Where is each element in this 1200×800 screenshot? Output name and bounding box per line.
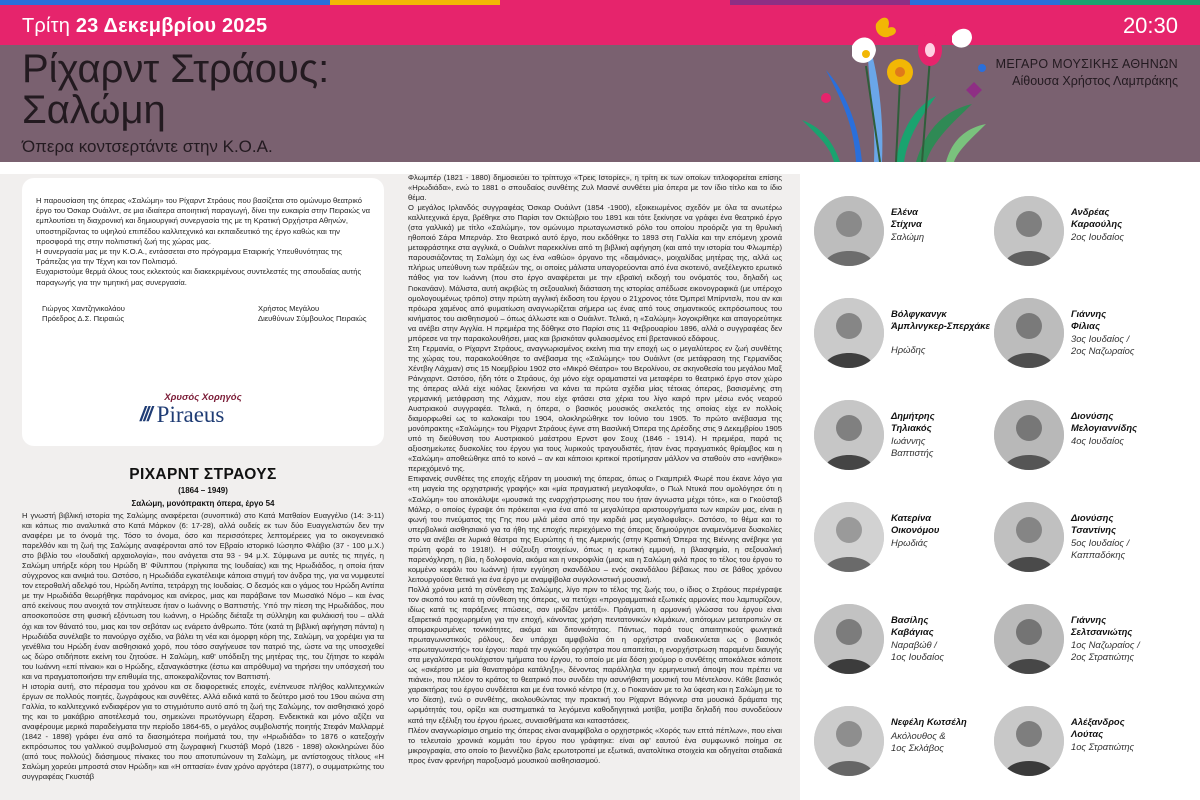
program-notes-left: Η γνωστή βιβλική ιστορία της Σαλώμης αναφέρεται (συνοπτικά) στο Κατά Ματθαίον Ευαγγέλιο (14: 3-11) και κάπως πιο αναλυτικά στο Κατά Μάρκον (6: 17-28), αλλά ουδείς εκ των δύο Ευαγγελιστών δεν την αναφέρει με το όνομά της. Τόσο το όνομα, όσο και περισσότερες λεπτομέρειες για το οικογενειακό παρελθόν και τη ζωή της Σαλώμης αναφέρονται από τον Εβραίο ιστορικό Ιώσηπο Φλάβιο (37 - 100 μ.Χ.) στο βιβλίο του «Ιουδαϊκή αρχαιολογία», που ανάγεται στα 93 - 94 μ.Χ. Σύμφωνα με αυτές τις πηγές, η Σαλώμη υπήρξε κόρη του Ηρώδη Β' Φίλιππου (πρίγκιπα της Ιουδαίας) και της Ηρωδιάδος, η οποία ήταν σύγχρονος και ανιψιά του. Ωστόσο, η Ηρωδιάδα εγκατέλειψε κάποια στιγμή τον άνδρα της, για να νυμφευτεί τον ετεροθαλή αδελφό του, Ηρώδη Αντίπα, τετράρχη της Ιουδαίας. Ο δεσμός και ο γάμος του Ηρώδη Αντίπα με την Ηρωδιάδα θεωρήθηκε παράνομος και ανίερος, μιας και παράβαινε τον Μωσαϊκό Νόμο – και ένας από εκείνους που ανοιχτά τον στηλίτευσε ήταν ο Ιωάννης ο Βαπτιστής. Υπό την πίεση της Ηρωδιάδος, που αποσκοπούσε στη φυσική εξόντωση του Ιωάννη, ο Ηρώδης διέταξε τη σύλληψη και φυλάκισή του – αλλά όχι και τον θάνατό του, μιας και τον σεβόταν ως ενάρετο άνθρωπο. Τότε (κατά τη βιβλική αφήγηση πάντα) η Ηρωδιάδα συνέλαβε το πανούργο σχέδιο, να βάλει τη νέα και όμορφη κόρη της, Σαλώμη, να χορέψει για τα γενέθλια του Ηρώδη έναν αισθησιακό χορό, που τόσο σαγήνευσε τον πατριό της, ώστε να της υποσχεθεί ως δώρο οτιδήποτε εκείνη του ζητούσε. Η Σαλώμη, καθ' υπόδειξη της μητέρας της, του ζήτησε το κεφάλι του Ιωάννη «επί πίνακι» και ο Ηρώδης, εξαναγκάστηκε (έστω και απρόθυμα) να τηρήσει την υπόσχεσή του και να πραγματοποιήσει την επιθυμία της, αποκεφαλίζοντας τον Βαπτιστή. Η ιστορία αυτή, στο πέρασμα του χρόνου και σε διαφορετικές εποχές, ενέπνευσε πλήθος καλλιτεχνικών έργων σε πολλούς ποιητές, ζωγράφους και συνθέτες. Αλλά ειδικά κατά το δεύτερο μισό του 19ου αιώνα στη Γαλλία, το καλλιτεχνικό ενδιαφέρον για το στιγμιότυπο αυτό από τη ζωή της Σαλώμης, τον αισθησιακό χορό της και το μακάβριο αποτέλεσμά του, σημειώνει πρωτόγνωρη έξαρση. Ενδεικτικά και μόνο αξίζει να αναφέρουμε μερικά παραδείγματα την περίοδο 1864-65, ο μεγάλος συμβολιστής ποιητής Στεφάν Μαλλαρμέ (1842 - 1898) γράφει ένα από τα διασημότερα ποιήματά του, την «Ηρωδιάδα» το 1876 ο κατεξοχήν εκπρόσωπος του γαλλικού συμβολισμού στη ζωγραφική Γκυστάβ Μορό (1826 - 1898) ολοκληρώνει δύο (από τους πολλούς) διάσημους πίνακες του που αποτυπώνουν τη Σαλώμη, με αντίστοιχους τίτλους «Η Σαλώμη χορεύει μπροστά στον Ηρώδη» και «Η οπτασία» έναν χρόνο αργότερα (1877), ο συμματριώτης του συγγραφέας Γκυστάβ bbox=[22, 511, 384, 782]
cast-member bbox=[800, 600, 980, 680]
avatar bbox=[994, 298, 1064, 368]
cast-role: Ιωάννης Βαπτιστής bbox=[891, 435, 934, 458]
venue-info bbox=[996, 57, 1178, 88]
avatar bbox=[814, 196, 884, 266]
cast-panel bbox=[800, 174, 1200, 800]
cast-role: 2ος Ιουδαίος bbox=[1071, 231, 1124, 242]
cast-name: Αλέξανδρος Λούτας bbox=[1071, 716, 1125, 739]
cast-name: Διονύσης Μελογιαννίδης bbox=[1071, 410, 1138, 433]
avatar bbox=[994, 502, 1064, 572]
work-title: Σαλώμη, μονόπρακτη όπερα, έργο 54 bbox=[131, 499, 275, 508]
cast-name: Διονύσης Τσαντίνης bbox=[1071, 512, 1116, 535]
cast-name: Βασίλης Καβάγιας bbox=[891, 614, 934, 637]
avatar bbox=[994, 706, 1064, 776]
cast-role: Ηρώδης bbox=[891, 344, 926, 355]
flowers-illustration bbox=[796, 10, 1008, 162]
composer-heading bbox=[22, 466, 384, 508]
cast-role: Ναραβώθ / 1ος Ιουδαίος bbox=[891, 639, 944, 662]
cast-member bbox=[800, 396, 980, 476]
signature-chairman: Γιώργος Χαντζηνικολάου Πρόεδρος Δ.Σ. Πειραιώς bbox=[42, 304, 125, 324]
cast-name: Βόλφγκανγκ Άμπλινγκερ-Σπερχάκε bbox=[891, 308, 990, 331]
venue-hall: Αίθουσα Χρήστος Λαμπράκης bbox=[1012, 74, 1178, 88]
cast-name: Γιάννης Σελτσανιώτης bbox=[1071, 614, 1133, 637]
piraeus-logo-text: Piraeus bbox=[156, 402, 225, 427]
cast-member bbox=[980, 396, 1160, 476]
cast-member bbox=[980, 192, 1160, 272]
cast-member bbox=[980, 702, 1160, 782]
cast-name: Ανδρέας Καραούλης bbox=[1071, 206, 1123, 229]
cast-member bbox=[800, 192, 980, 272]
left-column bbox=[22, 174, 386, 800]
title-bar bbox=[0, 45, 1200, 162]
sponsor-card bbox=[22, 178, 384, 446]
cast-member bbox=[800, 498, 980, 578]
cast-name: Ελένα Στίχινα bbox=[891, 206, 922, 229]
avatar bbox=[814, 400, 884, 470]
cast-name: Νεφέλη Κωτσέλη bbox=[891, 716, 967, 727]
signature-ceo: Χρήστος Μεγάλου Διευθύνων Σύμβουλος Πειραιώς bbox=[258, 304, 367, 324]
venue-name: ΜΕΓΑΡΟ ΜΟΥΣΙΚΗΣ ΑΘΗΝΩΝ bbox=[995, 57, 1178, 71]
piraeus-logo bbox=[140, 404, 224, 426]
concert-date: Τρίτη 23 Δεκεμβρίου 2025 bbox=[22, 15, 268, 37]
avatar bbox=[994, 400, 1064, 470]
cast-role: Σαλώμη bbox=[891, 231, 925, 242]
composer-name: ΡΙΧΑΡΝΤ ΣΤΡΑΟΥΣ bbox=[129, 466, 277, 483]
cast-member bbox=[800, 294, 990, 374]
cast-member bbox=[980, 498, 1160, 578]
date-bar bbox=[0, 5, 1200, 45]
avatar bbox=[814, 706, 884, 776]
sponsor-message: Η παρουσίαση της όπερας «Σαλώμη» του Ρίχαρντ Στράους που βασίζεται στο ομώνυμο θεατρικό έργο του Όσκαρ Ουάιλντ, σε μια ιδιαίτερα αποιητική παραγωγή, δίνει την ευκαιρία στην Πειραιώς να εμπλουτίσει τη διαχρονική και δημιουργική συνεργασία της με τη Κρατική Ορχήστρα Αθηνών, υποστηρίζοντας το υψηλού επιπέδου καλλιτεχνικό και εκπαιδευτικό της έργο καθώς και την προσφορά της στην πολιτιστική ζωή της χώρας μας. Η συνεργασία μας με την Κ.Ο.Α., εντάσσεται στο πρόγραμμα Εταιρικής Υπευθυνότητας της Τράπεζας για την Τέχνη και τον Πολιτισμό. Ευχαριστούμε θερμά όλους τους εκλεκτούς και διακεκριμένους συντελεστές της σπουδαίας αυτής παραγωγής για την τιμητική μας συνεργασία. bbox=[36, 196, 371, 287]
page-subtitle: Όπερα κοντσερτάντε στην Κ.Ο.Α. bbox=[22, 137, 273, 156]
piraeus-mark-icon: /// bbox=[140, 403, 151, 426]
cast-member bbox=[800, 702, 980, 782]
concert-time: 20:30 bbox=[1122, 13, 1178, 38]
program-notes-middle: Φλωμπέρ (1821 - 1880) δημοσιεύει το τρίπτυχο «Τρεις Ιστορίες», η τρίτη εκ των οποίων τιτλοφορείται επίσης «Ηρωδιάδα», ενώ το 1881 ο σπουδαίος συνθέτης Ζυλ Μασνέ συνθέτει μία όπερα με τον ίδιο τίτλο και το ίδιο θέμα. Ο μεγάλος Ιρλανδός συγγραφέας Όσκαρ Ουάιλντ (1854 -1900), εξοικειωμένος σχεδόν με όλα τα ανωτέρω καλλιτεχνικά έργα, βρέθηκε στο Παρίσι τον Οκτώβριο του 1891 και τότε ξεκίνησε να γράφει ένα θεατρικό έργο (στα γαλλικά) με τίτλο «Σαλώμη», τον ομώνυμο πρωταγωνιστικό ρόλο του οποίου προόριζε για τη θρυλική ηθοποιό Σάρα Μπερνάρ. Στο θεατρικό αυτό έργο, που εκδόθηκε το 1893 στη Γαλλία και την επόμενη χρονιά μεταφράστηκε στα αγγλικά, ο Ουάιλντ παρεκκλίνει από τη βιβλική αφήγηση (και από την ιστορία του Φλωμπέρ) παρουσιάζοντας τη Σαλώμη όχι ως ένα «αθώο» όργανο της «δαιμόνιας», μοιχαλίδας μητέρας της, αλλά ως πλήρως υπεύθυνη των πράξεών της, οι οποίες μάλιστα υπαγορεύονται από ένα σκοτεινό, ανεξέλεγκτο ερωτικό πάθος για τον Ιωάννη (που στο έργο αναφέρεται με την εβραϊκή εκδοχή του ονόματός του, δηλαδή ως Γιοκανάαν). Μάλιστα, αυτή ακριβώς τη σεξουαλική διάσταση της ιστορίας απέδωσε εικονογραφικά (με υπέροχο ομολογουμένως τρόπο) στην πρώτη αγγλική έκδοση του έργου ο 21χρονος τότε Όμπρεϊ Μπίρντσλι, που αν και πρόωρα χαμένος από φυματίωση αναγνωρίζεται σήμερα ως ένας από τους σημαντικούς εκπρόσωπους του κινήματος του αισθητισμού – όπως άλλωστε και ο Ουάιλντ. Τελικά, η «Σαλώμη» λογοκρίθηκε και απαγορεύτηκε να ανέβει στην Αγγλία. Η πρεμιέρα της δόθηκε στο Παρίσι στις 11 Φεβρουαρίου 1896, αλλά ο συγγραφέας δεν μπόρεσε να την παρακολουθήσει, μιας και βρισκόταν φυλακισμένος επί βρετανικού εδάφους. Στη Γερμανία, ο Ρίχαρντ Στράους, αναγνωρισμένος εκείνη πια την εποχή ως ο μεγαλύτερος εν ζωή συνθέτης της χώρας του, παρακολούθησε το ανέβασμα της «Σαλώμης» του Ουάιλντ (σε μετάφραση της Γερμανίδας Χέντβιγ Λάχμαν) στις 15 Νοεμβρίου 1902 στο «Μικρό Θέατρο» του Βερολίνου, σε σκηνοθεσία του μεγάλου Μαξ Ράινχαρντ. Ωστόσο, ήδη τότε ο Στράους, όχι μόνο είχε οραματιστεί να μεταφέρει το θεατρικό έργο στον χώρο της όπερας αλλά είχε κιόλας ξεκινήσει να κάνει τα πρώτα σχέδια μίας τέτοιας όπερας, βασισμένης στη γερμανική μετάφραση της Λάχμαν, που είχε φτάσει στα χέρια του λίγο καιρό πριν μέσω ενός νεαρού Αυστριακού συγγραφέα. Τελικά, η όπερα, ο βασικός μουσικός σκελετός της οποίας είχε εν πολλοίς διαμορφωθεί ως το καλοκαίρι του 1904, ολοκληρώθηκε τον Ιούνιο του 1905. Το πρώτο ανέβασμα της μονόπρακτης «Σαλώμης» του Ρίχαρντ Στράους έγινε στη Βασιλική Όπερα της Δρέσδης στις 9 Δεκεμβρίου 1905 υπό τη διεύθυνση του Αυστριακού μαέστρου Ερνστ φον Σουχ (1846 - 1914). Η πρεμιέρα, παρά τις αξιοσημείωτες δυσκολίες του έργου για τους λυρικούς τραγουδιστές, ήταν ένας πραγματικός θρίαμβος και η «Σαλώμη» αποθεώθηκε από το κοινό – αν και κάποιοι κριτικοί προτίμησαν μάλλον να σταθούν στο «ανήθικο» περιεχόμενό της. Επιφανείς συνθέτες της εποχής εξήραν τη μουσική της όπερας, όπως ο Γκαμπριέλ Φωρέ που έκανε λόγο για «τη μαγεία της ορχηστρικής γραφής» και «μία πραγματική μεγαλοφυΐα», ο Πωλ Ντυκά που ομολόγησε ότι η «Σαλώμη» του αποκάλυψε «μουσικά της εναρχήστρωσης που του ήταν άγνωστα μέχρι τότε», και ο Γκούσταβ Μάλερ, ο οποίος έγραψε ότι πρόκειται «για ένα από τα μεγαλύτερα αριστουργήματα των καιρών μας, είναι η φωνή του πνεύματος της Γης που μιλά μέσα από την καρδιά μας μεγαλοφυΐας». Ωστόσο, το θέμα και το υπερβολικά αισθησιακό για τα ήθη της εποχής περιεχόμενο της όπερας δημιούργησε αναμενόμενα δυσκολίες στο να ανέβει σε λυρικά θέατρα της Ευρώπης ή της Αμερικής (στην Κρατική Όπερα της Βιέννης ανέβηκε για πρώτη φορά το 1918!). Η σύζευξη στοιχείων, όπως η ερωτική εμμονή, η βλασφημία, η σεξουαλική παρενόχληση, η βία, η δολοφονία, ακόμα και η νεκροφιλία (μιας και η Σαλώμη φιλά προς το τέλος του έργου το κομμένο κεφάλι του Ιωάννη) ήταν εγγύηση σκανδάλου – ενός σκανδάλου βέβαιως που σε βάθος χρόνου λειτουργούσε θετικά για ένα έργο με αναμφίβολα συγκλονιστική μουσική. Πολλά χρόνια μετά τη σύνθεση της Σαλώμης, λίγο πριν το τέλος της ζωής του, ο ίδιος ο Στράους περιέγραψε τον σκοπό του κατά τη σύνθεση της όπερας, να πετύχει «προγραμματικά εξωτικές αρμονίες που λαμπυρίζουν, ιδίως κατά τις παράξενες πτώσεις, σαν ιριδίζον μετάξι». Πράγματι, η αρμονική γλώσσα του έργου είναι εξαιρετικά προχωρημένη για την εποχή, κάνοντας χρήση πεντατονικών κλιμάκων, απότομων μετατροπιών σε απομακρυσμένες τονικότητες, ακόμα και διτονικότητας. Πάντως, παρά τους απαιτητικούς φωνητικά πρωταγωνιστικούς ρόλους, δεν υπάρχει αμφιβολία ότι η ορχήστρα αναδεικνύεται ως ο βασικός «πρωταγωνιστής» του έργου: παρά την ογκώδη ορχήστρα που απαιτείται, η ενορχήστρωση παραμένει διαυγής στα μεγαλύτερα τουλάχιστον τμήματα του έργου, το οποίο με μία δόση χιούμορ ο συνθέτης αποκάλεσε κάποτε ως «σκέρτσο με μία θανατηφόρα κατάληξη», δένοντας παράλληλα την ερμηνευτική άποψη που πρέπει να πιάνει», που πλέον το κράτος το θεατρικό που συνδέει την ασυνήθιστη μουσική του Μέντελσον. Κάθε βασικός χαρακτήρας του έργου συνδέεται και με ένα τονικό κέντρο (π.χ. ο Γιοκανάαν με το λα ύφεση και η Σαλώμη με το ντο δίεση), ενώ ο συνθέτης, ακολουθώντας την πρακτική του Ρίχαρντ Βάγκνερ στα μουσικά δράματα της ωριμότητάς του, ορίζει και συστηματικά τα λεγόμενα καθοδηγητικά μοτίβα, μοτίβα δηλαδή που συνοδεύουν κατά την εξέλιξη του έργου ήρωες, συναισθήματα και καταστάσεις. Πλέον αναγνωρίσιμο σημείο της όπερας είναι αναμφίβολα ο ορχηστρικός «Χορός των επτά πέπλων», που είναι το τελευταίο χρονικά κομμάτι του έργου που γράφτηκε: είναι αφ' εαυτού ένα συμφωνικό ποίημα σε μικρογραφία, στο οποίο το βιεννέζικο βαλς ερωτοτροπεί με εξωτικά, ανατολίτικα στοιχεία και οδηγείται σταδιακά προς έναν φρενήρη παροξυσμό μουσικού αισθησιασμού. bbox=[408, 173, 782, 765]
avatar bbox=[814, 502, 884, 572]
avatar bbox=[814, 604, 884, 674]
page-title: Ρίχαρντ Στράους: Σαλώμη bbox=[22, 47, 330, 132]
cast-role: Ακόλουθος & 1ος Σκλάβος bbox=[891, 730, 946, 753]
cast-role: 4ος Ιουδαίος bbox=[1071, 435, 1124, 446]
cast-member bbox=[980, 600, 1160, 680]
avatar bbox=[814, 298, 884, 368]
cast-role: Ηρωδιάς bbox=[891, 537, 928, 548]
cast-role: 3ος Ιουδαίος / 2ος Ναζωραίος bbox=[1071, 333, 1135, 356]
avatar bbox=[994, 604, 1064, 674]
cast-role: 1ος Στρατιώτης bbox=[1071, 741, 1135, 752]
cast-member bbox=[980, 294, 1160, 374]
cast-name: Γιάννης Φίλιας bbox=[1071, 308, 1107, 331]
composer-years: (1864 – 1949) bbox=[178, 486, 228, 495]
sponsor-label: Χρυσός Χορηγός bbox=[164, 392, 242, 403]
cast-name: Δημήτρης Τηλιακός bbox=[891, 410, 935, 433]
cast-role: 5ος Ιουδαίος / Καππαδόκης bbox=[1071, 537, 1130, 560]
cast-name: Κατερίνα Οικονόμου bbox=[891, 512, 940, 535]
avatar bbox=[994, 196, 1064, 266]
cast-role: 1ος Ναζωραίος / 2ος Στρατιώτης bbox=[1071, 639, 1140, 662]
